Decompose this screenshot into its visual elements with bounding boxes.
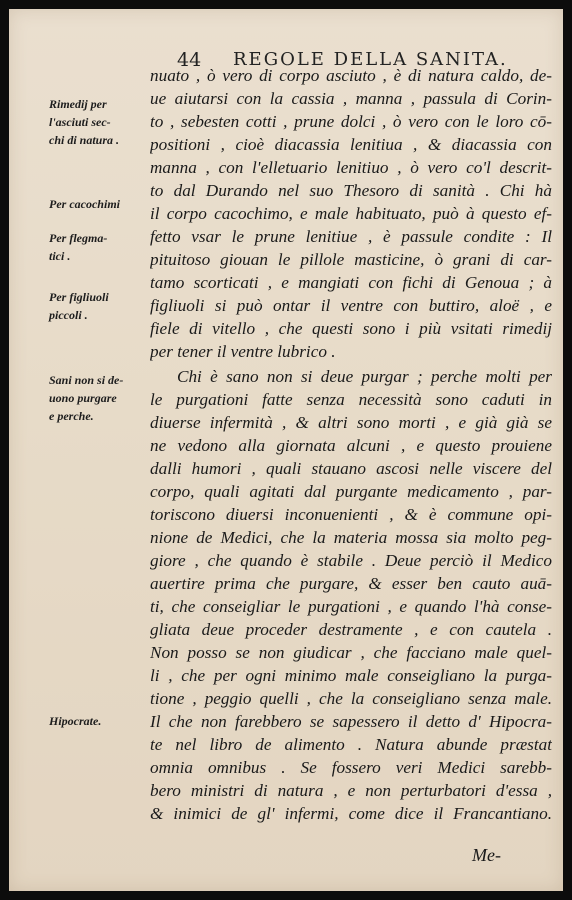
body-line: positioni , cioè diacassia lenitiua , & diacassia con <box>150 135 552 154</box>
body-line: diuerse infermità , & altri sono morti , e già già se <box>150 413 552 432</box>
body-line: Non posso se non giudicar , che facciano male quel- <box>150 643 552 662</box>
body-line: toriscono diuersi inconuenienti , & è commune opi- <box>150 505 552 524</box>
body-line: li , che per ogni minimo male conseigliano la purga- <box>150 666 552 685</box>
margin-note-line: Per flegma- <box>49 231 108 245</box>
margin-note-hipocrate <box>49 712 161 730</box>
body-line: fetto vsar le prune lenitiue , è passule condite : Il <box>150 227 552 246</box>
body-line: ti, che conseigliar le purgationi , e quando l'hà conse- <box>150 597 552 616</box>
margin-note-line: l'asciuti sec- <box>49 115 111 129</box>
margin-note-line: e perche. <box>49 409 94 423</box>
body-line: tione , peggio quelli , che la conseigliano senza male. <box>150 689 552 708</box>
margin-note-line: Hipocrate. <box>49 714 102 728</box>
body-line: te nel libro de alimento . Natura abunde præstat <box>150 735 552 754</box>
margin-note-line: Sani non si de- <box>49 373 124 387</box>
body-line: to dal Durando nel suo Thesoro di sanità . Chi hà <box>150 181 552 200</box>
body-line: manna , con l'elletuario lenitiuo , ò vero co'l descrit- <box>150 158 552 177</box>
margin-note-figliuoli <box>49 288 161 324</box>
margin-note-line: Rimedij per <box>49 97 107 111</box>
page-number: 44 <box>177 49 202 71</box>
body-line: to , sebesten cotti , prune dolci , ò vero con le loro cō- <box>150 112 552 131</box>
margin-note-line: Per figliuoli <box>49 290 109 304</box>
body-line: nuato , ò vero di corpo asciuto , è di natura caldo, de- <box>150 66 552 85</box>
body-line: ne vedono alla giornata alcuni , e questo prouiene <box>150 436 552 455</box>
body-line: omnia omnibus . Se fossero veri Medici sarebb- <box>150 758 552 777</box>
body-line: bero ministri di natura , e non perturbatori d'essa , <box>150 781 552 800</box>
margin-note-sani <box>49 371 161 425</box>
paragraph-first-line: Chi è sano non si deue purgar ; perche molti per <box>177 367 552 386</box>
margin-note-rimedij <box>49 95 161 149</box>
body-line: dalli humori , quali stauano ascosi nelle viscere del <box>150 459 552 478</box>
margin-note-cacochimi <box>49 195 161 213</box>
running-title: REGOLE DELLA SANITA. <box>233 49 508 70</box>
body-line: auertire prima che purgare, & esser ben cauto auā- <box>150 574 552 593</box>
margin-note-line: piccoli . <box>49 308 88 322</box>
body-line: il corpo cacochimo, e male habituato, può à questo ef- <box>150 204 552 223</box>
body-line: ue aiutarsi con la cassia , manna , passula di Corin- <box>150 89 552 108</box>
body-line: corpo, quali agitati dal purgante medicamento , par- <box>150 482 552 501</box>
body-line: giore , che quando è stabile . Deue perciò il Medico <box>150 551 552 570</box>
margin-note-flegmatici <box>49 229 161 265</box>
body-line: le purgationi fatte senza necessità sono caduti in <box>150 390 552 409</box>
body-line: tamo scorticati , e mangiati con fichi di Genoua ; à <box>150 273 552 292</box>
body-line: nione de Medici, che la materia mossa sia molto peg- <box>150 528 552 547</box>
margin-note-line: tici . <box>49 249 71 263</box>
body-line: figliuoli si può ontar il ventre con buttiro, aloë , e <box>150 296 552 315</box>
book-page <box>9 9 563 891</box>
body-line: fiele di vitello , che questi sono i più vsitati rimedij <box>150 319 552 338</box>
margin-note-line: Per cacochimi <box>49 197 120 211</box>
body-line: pituitoso giouan le pillole masticine, ò grani di car- <box>150 250 552 269</box>
body-line: & inimici de gl' infermi, come dice il Francantiano. <box>150 804 552 823</box>
body-line: Il che non farebbero se sapessero il detto d' Hipocra- <box>150 712 552 731</box>
body-line: per tener il ventre lubrico . <box>150 342 336 361</box>
body-line: gliata deue proceder destramente , e con cautela . <box>150 620 552 639</box>
margin-note-line: uono purgare <box>49 391 117 405</box>
margin-note-line: chi di natura . <box>49 133 120 147</box>
catchword: Me- <box>472 845 501 865</box>
